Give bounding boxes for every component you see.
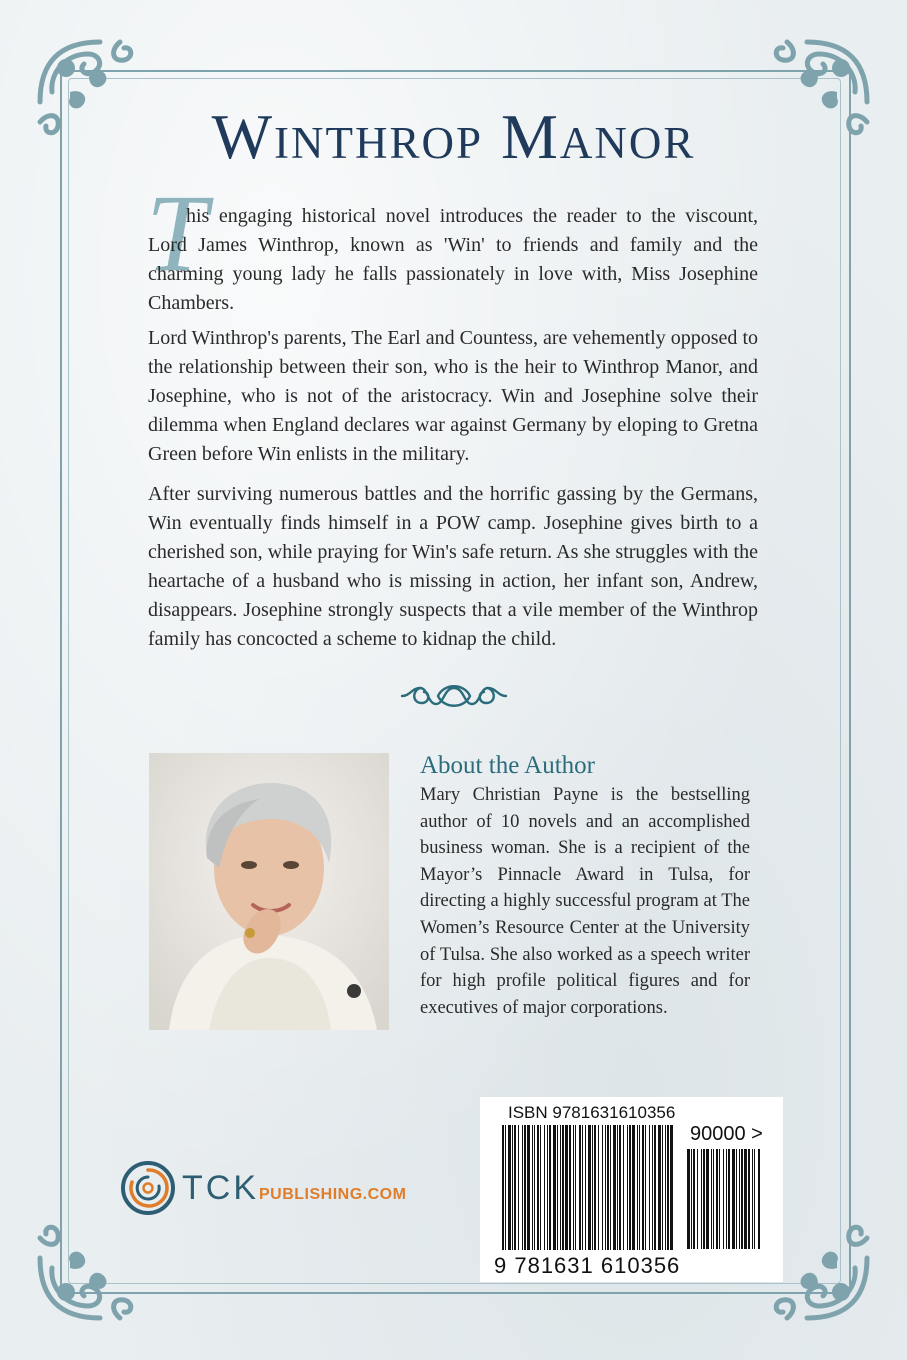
ean-digits: 9 781631 610356 bbox=[494, 1253, 681, 1278]
addon-bar bbox=[744, 1149, 747, 1249]
addon-bar bbox=[726, 1149, 727, 1249]
barcode-bar bbox=[637, 1125, 638, 1250]
addon-bar bbox=[701, 1149, 702, 1249]
barcode-bar bbox=[607, 1125, 609, 1250]
barcode-bar bbox=[514, 1125, 516, 1250]
barcode-bar bbox=[502, 1125, 504, 1250]
price-code: 90000 > bbox=[690, 1123, 763, 1145]
addon-bar bbox=[748, 1149, 750, 1249]
barcode-bar bbox=[524, 1125, 526, 1250]
barcode-bar bbox=[652, 1125, 653, 1250]
barcode-bar bbox=[662, 1125, 663, 1250]
barcode-bar bbox=[532, 1125, 533, 1250]
barcode-bar bbox=[512, 1125, 513, 1250]
barcode-bar bbox=[639, 1125, 640, 1250]
addon-bar bbox=[693, 1149, 695, 1249]
addon-bar bbox=[741, 1149, 743, 1249]
barcode-bar bbox=[602, 1125, 603, 1250]
barcode-bar bbox=[573, 1125, 574, 1250]
barcode-bar bbox=[588, 1125, 591, 1250]
barcode-bar bbox=[557, 1125, 558, 1250]
publisher-logo-icon bbox=[120, 1160, 176, 1216]
addon-bar bbox=[703, 1149, 705, 1249]
barcode-bar bbox=[508, 1125, 511, 1250]
publisher-name-main: TCK bbox=[182, 1169, 259, 1207]
addon-bar bbox=[728, 1149, 730, 1249]
barcode-bar bbox=[579, 1125, 581, 1250]
drop-cap: T bbox=[146, 172, 208, 294]
addon-bar bbox=[739, 1149, 740, 1249]
addon-bar bbox=[691, 1149, 692, 1249]
barcode-bar bbox=[575, 1125, 576, 1250]
barcode-bar bbox=[527, 1125, 530, 1250]
barcode-bar bbox=[505, 1125, 506, 1250]
divider-ornament-icon bbox=[398, 679, 510, 713]
barcode-bar bbox=[569, 1125, 571, 1250]
addon-bar bbox=[713, 1149, 714, 1249]
addon-bar bbox=[706, 1149, 709, 1249]
barcode-bar bbox=[598, 1125, 599, 1250]
addon-bar bbox=[687, 1149, 690, 1249]
addon-bar bbox=[752, 1149, 753, 1249]
blurb-paragraph-1 bbox=[148, 202, 758, 318]
publisher-logo bbox=[120, 1157, 440, 1219]
barcode-bar bbox=[667, 1125, 669, 1250]
barcode-bar bbox=[610, 1125, 611, 1250]
barcode-bar bbox=[592, 1125, 593, 1250]
barcode-bar bbox=[649, 1125, 650, 1250]
isbn-label: ISBN 9781631610356 bbox=[508, 1103, 676, 1122]
book-title: Winthrop Manor bbox=[211, 101, 696, 172]
barcode-bar bbox=[565, 1125, 568, 1250]
about-author-heading: About the Author bbox=[420, 752, 595, 779]
barcode-bar bbox=[534, 1125, 535, 1250]
barcode-bar bbox=[627, 1125, 628, 1250]
barcode-bar bbox=[560, 1125, 561, 1250]
barcode-bar bbox=[522, 1125, 523, 1250]
addon-bar bbox=[732, 1149, 735, 1249]
barcode-bar bbox=[518, 1125, 519, 1250]
barcode-bar bbox=[623, 1125, 624, 1250]
barcode-bar bbox=[540, 1125, 541, 1250]
addon-bar bbox=[716, 1149, 718, 1249]
barcode-bar bbox=[619, 1125, 621, 1250]
barcode-bar bbox=[632, 1125, 635, 1250]
barcode-bar bbox=[642, 1125, 644, 1250]
barcode-bar bbox=[658, 1125, 661, 1250]
blurb-paragraph-2: Lord Winthrop's parents, The Earl and Countess, are vehemently opposed to the relationship between their son, who is the heir to Winthrop Manor, and Josephine, who is not of the aristocracy. Win and Josephine solve their dilemma when England declares war against Germany by eloping to Gretna Green before Win enlists in the military. bbox=[148, 327, 758, 465]
publisher-name bbox=[182, 1169, 406, 1208]
barcode-bar bbox=[585, 1125, 586, 1250]
addon-bar bbox=[758, 1149, 760, 1249]
barcode-bar bbox=[547, 1125, 548, 1250]
addon-bar bbox=[723, 1149, 724, 1249]
barcode-bar bbox=[537, 1125, 539, 1250]
author-photo bbox=[149, 753, 389, 1030]
barcode-bar bbox=[605, 1125, 606, 1250]
addon-bar bbox=[711, 1149, 712, 1249]
barcode-bar bbox=[617, 1125, 618, 1250]
barcode-bar bbox=[553, 1125, 556, 1250]
author-portrait-icon bbox=[149, 753, 389, 1030]
barcode-bar bbox=[562, 1125, 564, 1250]
addon-bar bbox=[736, 1149, 737, 1249]
barcode bbox=[480, 1097, 783, 1282]
addon-bar bbox=[719, 1149, 720, 1249]
addon-bar bbox=[754, 1149, 755, 1249]
barcode-bar bbox=[544, 1125, 545, 1250]
barcode-bar bbox=[665, 1125, 666, 1250]
barcode-bar bbox=[582, 1125, 583, 1250]
barcode-bar bbox=[670, 1125, 673, 1250]
publisher-name-suffix: PUBLISHING.COM bbox=[259, 1186, 407, 1203]
barcode-bar bbox=[654, 1125, 656, 1250]
barcode-bar bbox=[629, 1125, 631, 1250]
barcode-bar bbox=[613, 1125, 616, 1250]
barcode-bar bbox=[645, 1125, 646, 1250]
blurb-paragraph-1-text: his engaging historical novel introduces the reader to the viscount, Lord James Winthrop, known as 'Win' to friends and family and the charming young lady he falls passionately in love with, Miss Josephine Chambers. bbox=[148, 205, 758, 314]
author-bio: Mary Christian Payne is the bestselling author of 10 novels and an accomplished business woman. She is a recipient of the Mayor’s Pinnacle Award in Tulsa, for directing a highly successful program at The Women’s Resource Center at the University of Tulsa. She also worked as a speech writer for high profile political figures and for executives of major corporations. bbox=[420, 785, 750, 1018]
addon-bar bbox=[697, 1149, 698, 1249]
barcode-bar bbox=[594, 1125, 596, 1250]
blurb-paragraph-3: After surviving numerous battles and the horrific gassing by the Germans, Win eventually finds himself in a POW camp. Josephine gives birth to a cherished son, while praying for Win's safe return. As she struggles with the heartache of a husband who is missing in action, her infant son, Andrew, disappears. Josephine strongly suspects that a vile member of the Winthrop family has concocted a scheme to kidnap the child. bbox=[148, 483, 758, 650]
corner-flourish-icon bbox=[30, 1208, 150, 1328]
barcode-bar bbox=[549, 1125, 551, 1250]
